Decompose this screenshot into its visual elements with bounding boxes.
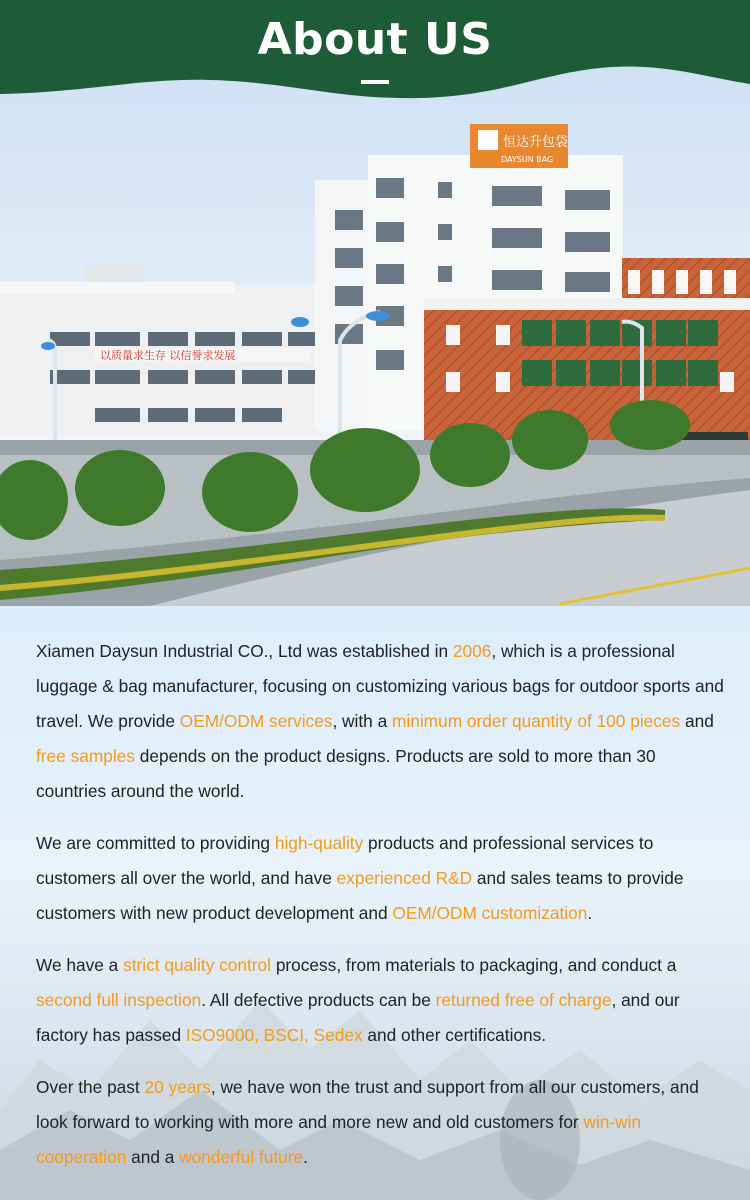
body-text: and a [126,1147,180,1167]
paragraph-1 [36,634,726,809]
highlight-text: free samples [36,746,135,766]
body-text: depends on the product designs. Products are sold to more than 30 countries around the world. [36,746,656,801]
highlight-text: wonderful future [179,1147,304,1167]
highlight-text: high-quality [274,833,364,853]
body-text: . [303,1147,308,1167]
highlight-text: strict quality control [123,955,272,975]
body-text: Xiamen Daysun Industrial CO., Ltd was established in [36,641,453,661]
highlight-text: returned free of charge [435,990,612,1010]
highlight-text: OEM/ODM services [179,711,333,731]
highlight-text: experienced R&D [336,868,473,888]
svg-text:以质量求生存 以信誉求发展: 以质量求生存 以信誉求发展 [100,349,236,362]
highlight-text: ISO9000, BSCI, Sedex [185,1025,363,1045]
body-text: We are committed to providing [36,833,275,853]
body-text: , we have won the trust and support from all our customers, and look forward to working with more and more new and old customers for [36,1077,699,1132]
body-text: and sales teams to provide customers with new product development and [36,868,684,923]
about-text [36,634,726,1192]
body-text: , which is a professional luggage & bag manufacturer, focusing on customizing various bags for outdoor sports and travel. We provide [36,641,724,731]
paragraph-2 [36,826,726,931]
svg-text:DAYSUN BAG: DAYSUN BAG [501,155,554,164]
body-text: . All defective products can be [201,990,436,1010]
title-underline [361,80,389,84]
body-text: Over the past [36,1077,145,1097]
body-text: We have a [36,955,124,975]
body-text: process, from materials to packaging, and conduct a [271,955,677,975]
highlight-text: win-win cooperation [36,1112,642,1167]
highlight-text: second full inspection [36,990,202,1010]
body-text: . [587,903,593,923]
paragraph-4 [36,1070,726,1175]
page-header [0,0,750,110]
body-text: , and our factory has passed [36,990,680,1045]
svg-text:恒达升包袋: 恒达升包袋 [503,135,569,150]
body-text: products and professional services to customers all over the world, and have [36,833,654,888]
highlight-text: minimum order quantity of 100 pieces [392,711,681,731]
page-title: About US [257,14,493,65]
paragraph-3 [36,948,726,1053]
highlight-text: 20 years [144,1077,211,1097]
body-text: and [680,711,714,731]
highlight-text: OEM/ODM customization [392,903,588,923]
body-text: , with a [332,711,392,731]
highlight-text: 2006 [452,641,492,661]
body-text: and other certifications. [362,1025,547,1045]
